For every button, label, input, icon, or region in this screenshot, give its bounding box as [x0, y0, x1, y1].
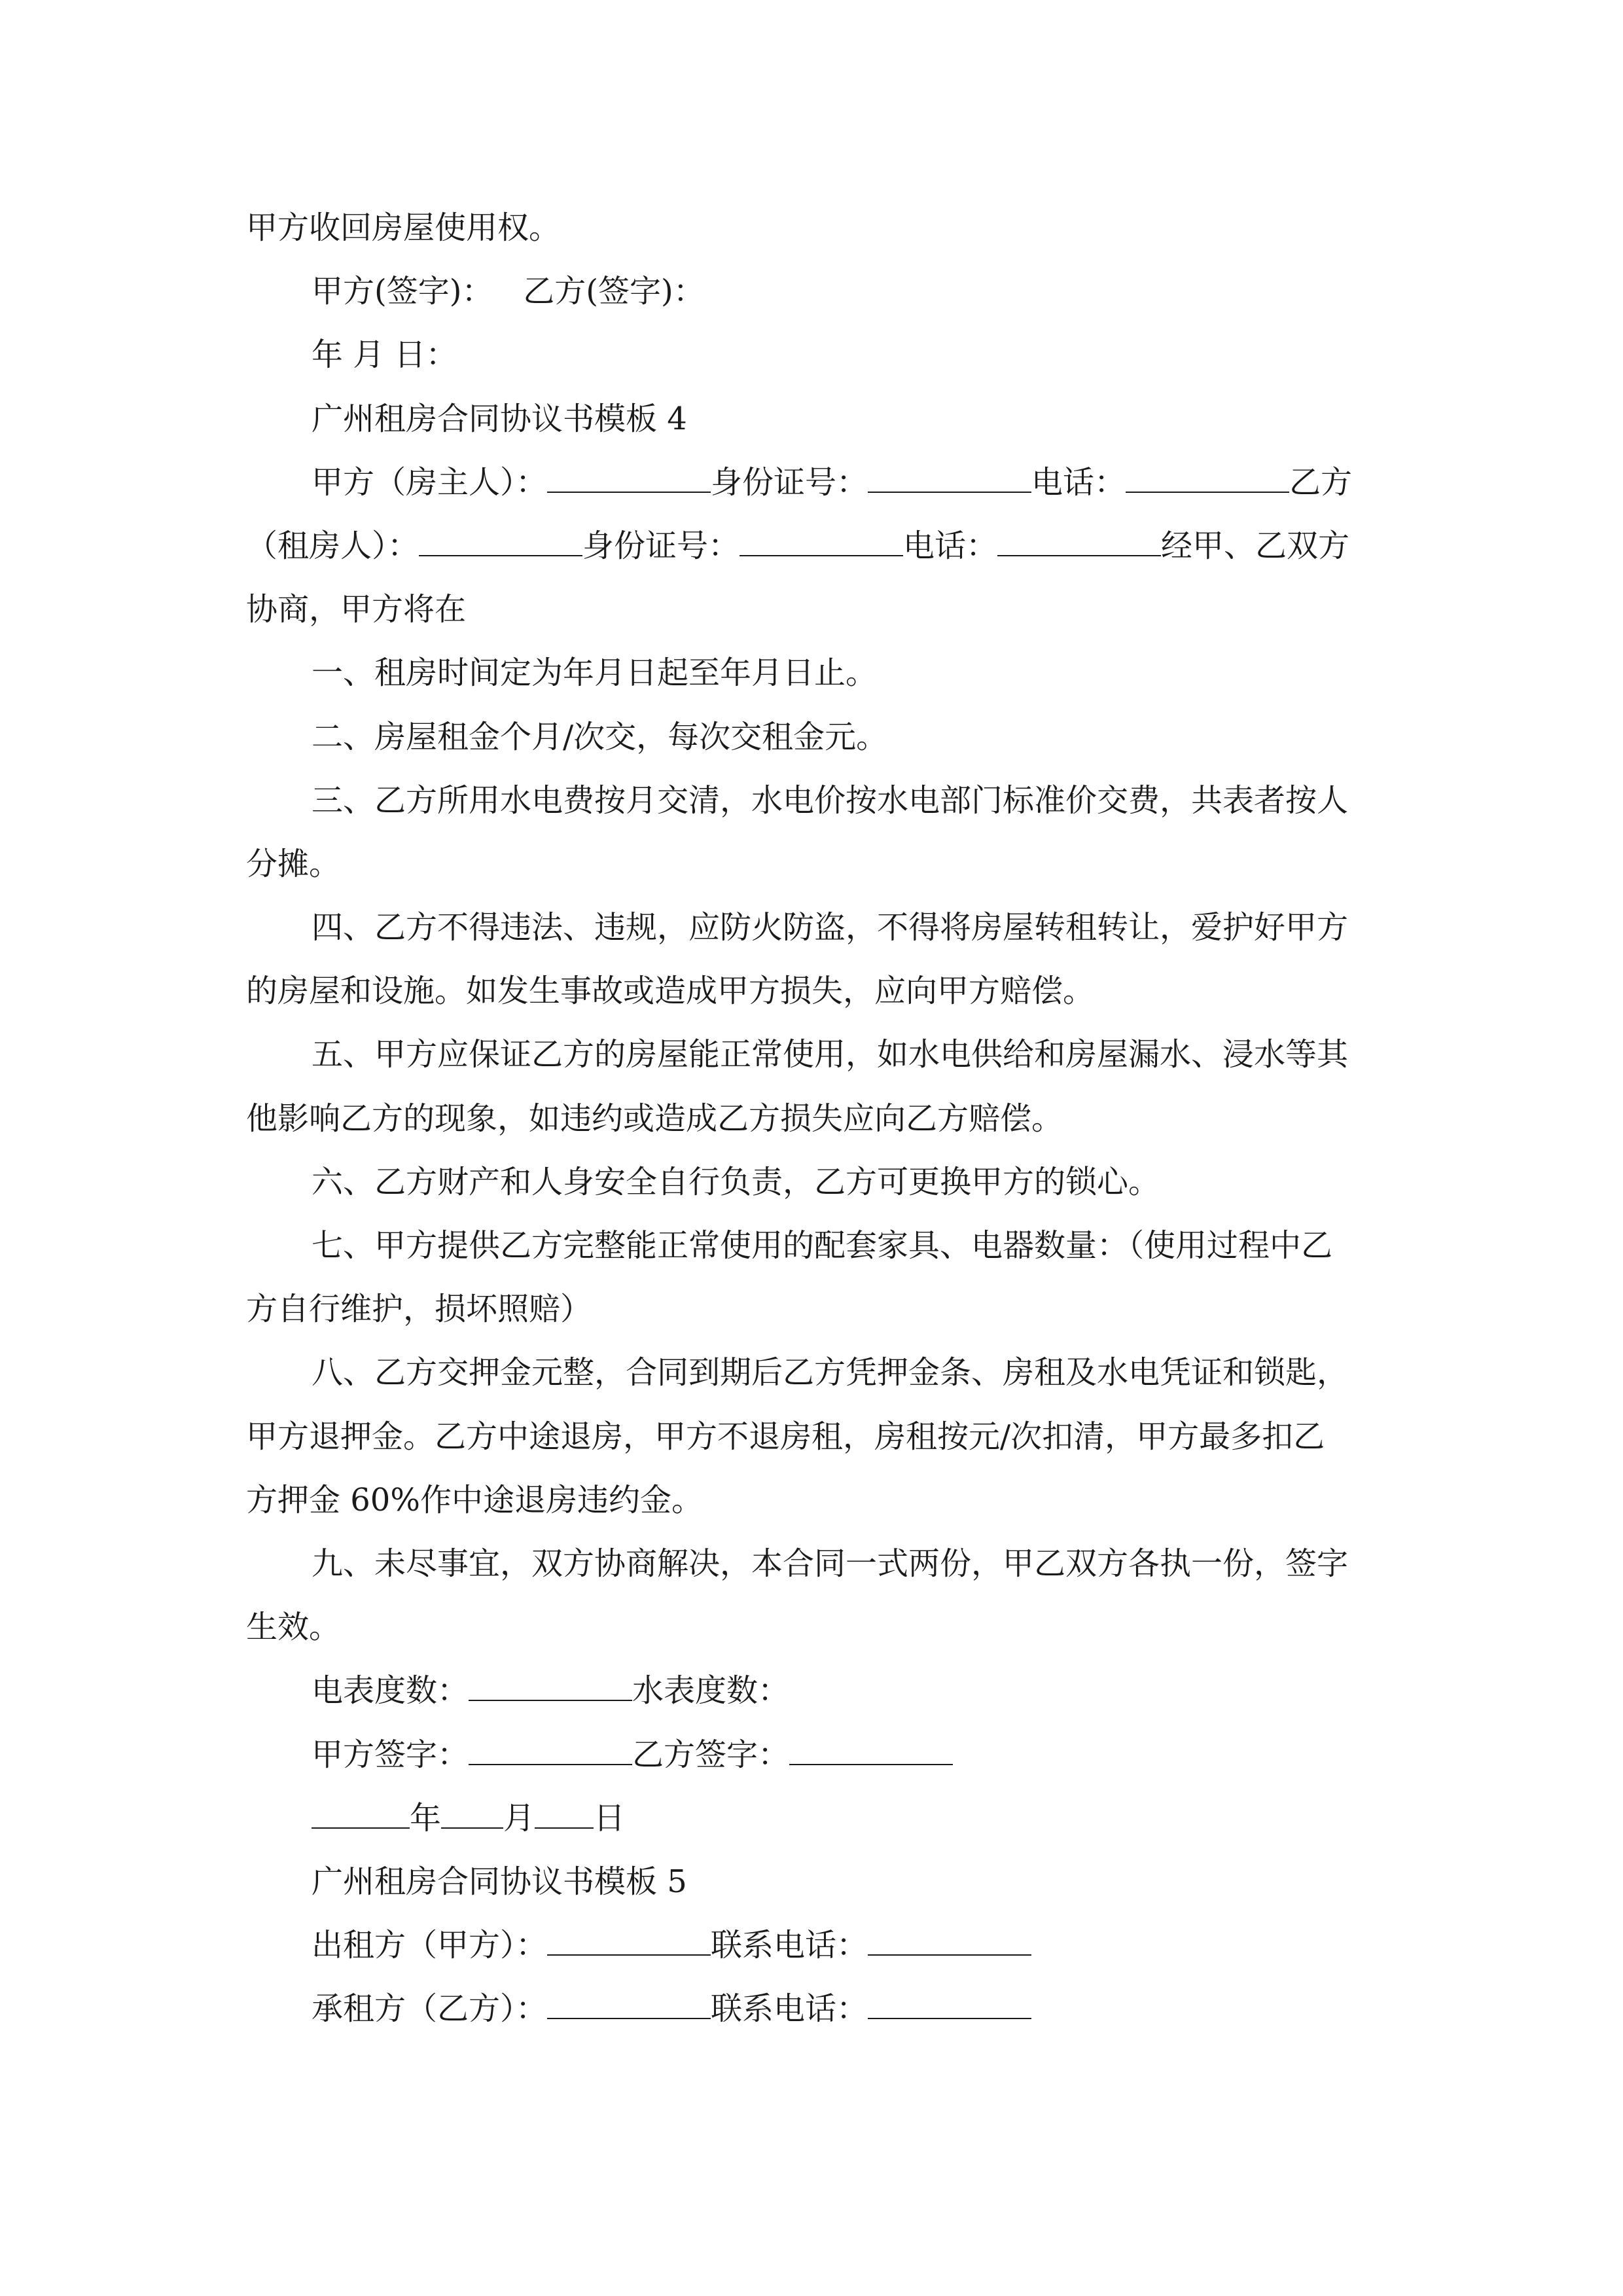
- tenant-label: （租房人）：: [246, 527, 419, 564]
- clause-6: [246, 1151, 1378, 1214]
- contact-phone-label: 联系电话：: [711, 1927, 868, 1964]
- clause-7-cont: [246, 1278, 1378, 1341]
- lessee-line: [246, 1977, 1378, 2041]
- meter-line: [246, 1659, 1378, 1723]
- clause-4: [246, 896, 1378, 960]
- template-4-title: 广州租房合同协议书模板 4: [312, 400, 687, 437]
- text: 二、房屋租金个月/次交，每次交租金元。: [312, 718, 888, 755]
- clause-3-cont: [246, 833, 1378, 896]
- text: 一、租房时间定为年月日起至年月日止。: [312, 655, 878, 692]
- document-page: [246, 196, 1378, 2041]
- parties-line: [246, 451, 1378, 514]
- phone-blank: [997, 526, 1161, 556]
- text: 生效。: [246, 1609, 341, 1646]
- section-title: [246, 1850, 1378, 1914]
- day-label: 日: [594, 1799, 626, 1837]
- phone-label: 电话：: [1031, 463, 1126, 501]
- paragraph-line: [246, 578, 1378, 641]
- party-b-signature-blank: [789, 1735, 953, 1765]
- text: 四、乙方不得违法、违规，应防火防盗，不得将房屋转租转让，爱护好甲方: [312, 909, 1349, 946]
- clause-1: [246, 641, 1378, 705]
- party-a-signature-blank: [469, 1735, 632, 1765]
- text: 他影响乙方的现象，如违约或造成乙方损失应向乙方赔偿。: [246, 1100, 1063, 1137]
- text: 甲方退押金。乙方中途退房，甲方不退房租，房租按元/次扣清，甲方最多扣乙: [246, 1418, 1325, 1455]
- paragraph-line: [246, 196, 1378, 260]
- party-b-label: 乙方: [1289, 463, 1353, 501]
- signature-line: [246, 1723, 1378, 1787]
- water-meter-label: 水表度数：: [632, 1672, 790, 1710]
- text: 的房屋和设施。如发生事故或造成甲方损失，应向甲方赔偿。: [246, 973, 1095, 1010]
- parties-line: [246, 514, 1378, 578]
- text: 三、乙方所用水电费按月交清，水电价按水电部门标准价交费，共表者按人: [312, 781, 1349, 819]
- id-number-label: 身份证号：: [582, 527, 740, 564]
- clause-8-cont: [246, 1469, 1378, 1532]
- landlord-blank: [547, 463, 711, 493]
- clause-7: [246, 1214, 1378, 1278]
- text: 方自行维护，损坏照赔）: [246, 1291, 592, 1328]
- clause-5-cont: [246, 1087, 1378, 1151]
- text: 方押金 60%作中途退房违约金。: [246, 1481, 703, 1518]
- text: 九、未尽事宜，双方协商解决，本合同一式两份，甲乙双方各执一份，签字: [312, 1545, 1349, 1582]
- id-number-blank: [740, 526, 903, 556]
- text: 甲方收回房屋使用权。: [246, 209, 561, 246]
- lessor-line: [246, 1914, 1378, 1977]
- clause-3: [246, 769, 1378, 833]
- text: 七、甲方提供乙方完整能正常使用的配套家具、电器数量：（使用过程中乙: [312, 1227, 1333, 1264]
- lessor-blank: [547, 1926, 711, 1956]
- text: 协商，甲方将在: [246, 591, 467, 628]
- day-blank: [535, 1799, 594, 1829]
- text: 经甲、乙双方: [1161, 527, 1350, 564]
- landlord-label: 甲方（房主人）：: [312, 463, 548, 501]
- contact-phone-blank: [868, 1926, 1031, 1956]
- clause-2: [246, 706, 1378, 769]
- month-blank: [441, 1799, 503, 1829]
- electric-meter-label: 电表度数：: [312, 1672, 469, 1710]
- date-line: [246, 323, 1378, 387]
- year-blank: [312, 1799, 410, 1829]
- month-label: 月: [503, 1799, 535, 1837]
- id-number-label: 身份证号：: [711, 463, 868, 501]
- clause-5: [246, 1023, 1378, 1086]
- template-5-title: 广州租房合同协议书模板 5: [312, 1863, 687, 1900]
- electric-meter-blank: [469, 1671, 632, 1701]
- clause-9: [246, 1532, 1378, 1596]
- lessee-blank: [547, 1989, 711, 2019]
- text: 六、乙方财产和人身安全自行负责，乙方可更换甲方的锁心。: [312, 1163, 1160, 1200]
- clause-4-cont: [246, 960, 1378, 1023]
- lessee-label: 承租方（乙方）：: [312, 1990, 548, 2028]
- clause-9-cont: [246, 1596, 1378, 1659]
- signature-line: [246, 260, 1378, 323]
- id-number-blank: [868, 463, 1031, 493]
- phone-label: 电话：: [903, 527, 998, 564]
- text: 分摊。: [246, 845, 341, 882]
- party-b-signature-label: 乙方(签字)：: [523, 273, 705, 310]
- party-b-signature-label: 乙方签字：: [632, 1736, 790, 1773]
- tenant-blank: [419, 526, 582, 556]
- contact-phone-label: 联系电话：: [711, 1990, 868, 2028]
- contact-phone-blank: [868, 1989, 1031, 2019]
- party-a-signature-label: 甲方签字：: [312, 1736, 469, 1773]
- date-line: [246, 1787, 1378, 1850]
- year-label: 年: [410, 1799, 442, 1837]
- phone-blank: [1126, 463, 1289, 493]
- section-title: [246, 387, 1378, 451]
- party-a-signature-label: 甲方(签字)：: [312, 273, 493, 310]
- lessor-label: 出租方（甲方）：: [312, 1927, 548, 1964]
- date-label: 年 月 日：: [312, 336, 457, 374]
- text: 八、乙方交押金元整，合同到期后乙方凭押金条、房租及水电凭证和锁匙，: [312, 1354, 1349, 1391]
- clause-8-cont: [246, 1405, 1378, 1469]
- clause-8: [246, 1341, 1378, 1405]
- text: 五、甲方应保证乙方的房屋能正常使用，如水电供给和房屋漏水、浸水等其: [312, 1036, 1349, 1073]
